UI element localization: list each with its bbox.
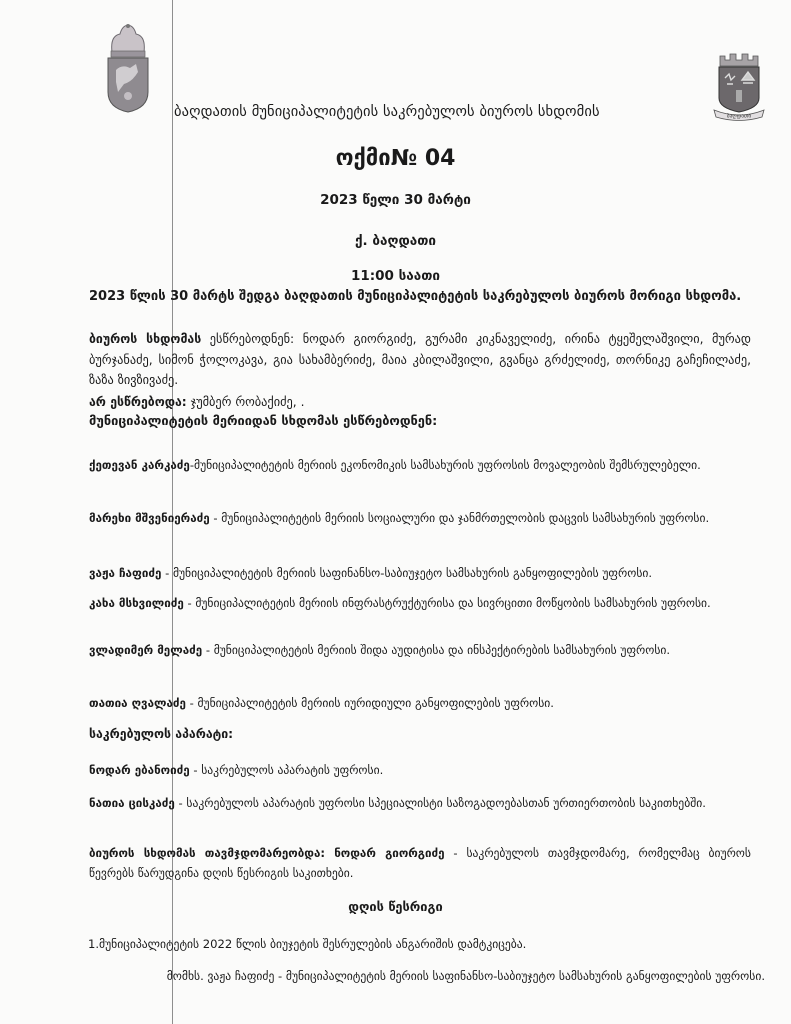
member-name: ნათია ცისკაძე bbox=[89, 796, 175, 810]
attendee-role: - მუნიციპალიტეტის მერიის საფინანსო-საბიუჯეტო სამსახურის განყოფილების უფროსი. bbox=[161, 566, 653, 580]
attendance-paragraph bbox=[89, 329, 751, 391]
mayor-attendee bbox=[89, 563, 751, 583]
member-role: - საკრებულოს აპარატის უფროსი სპეციალისტი საზოგადოებასთან ურთიერთობის საკითხებში. bbox=[174, 796, 706, 810]
mayor-attendee bbox=[89, 455, 751, 475]
attendance-label: ბიუროს სხდომას bbox=[89, 332, 202, 346]
protocol-title: ოქმი№ 04 bbox=[335, 146, 456, 171]
chair-text: - საკრებულოს თავმჯდომარე, რომელმაც ბიუროს წევრებს წარუდგინა დღის წესრიგის საკითხები. bbox=[89, 846, 751, 880]
agenda-heading: დღის წესრიგი bbox=[348, 900, 443, 915]
attendee-name: კახა მსხვილიძე bbox=[89, 596, 184, 610]
attendee-role: - მუნიციპალიტეტის მერიის იურიდიული განყოფილების უფროსი. bbox=[185, 696, 554, 710]
member-name: ნოდარ ებანოიძე bbox=[89, 763, 190, 777]
mayor-attendee bbox=[89, 508, 751, 528]
attendee-name: ქეთევან კარკაძე bbox=[89, 458, 190, 472]
chair-label: ბიუროს სხდომას თავმჯდომარეობდა: ნოდარ გიორგიძე bbox=[89, 846, 445, 860]
apparatus-member bbox=[89, 760, 751, 780]
mayor-attendee bbox=[89, 693, 751, 713]
absent-paragraph bbox=[89, 392, 751, 412]
absent-list: ჯუმბერ რობაქიძე, . bbox=[186, 395, 305, 409]
agenda-item-reporter: მომხს. ვაჟა ჩაფიძე - მუნიციპალიტეტის მერიის საფინანსო-საბიუჯეტო სამსახურის განყოფილების უფროსი. bbox=[166, 969, 765, 983]
attendee-name: მარეხი მშვენიერაძე bbox=[89, 511, 210, 525]
mayor-attendees-heading: მუნიციპალიტეტის მერიიდან სხდომას ესწრებოდნენ: bbox=[89, 414, 438, 429]
mayor-attendee bbox=[89, 593, 751, 613]
mayor-attendee bbox=[89, 640, 751, 660]
attendance-list: ესწრებოდნენ: ნოდარ გიორგიძე, გურამი კიკნაველიძე, ირინა ტყეშელაშვილი, მურად ბურჯანაძე, სიმონ ჭოლოკავა, გია სახამბერიძე, მაია კბილაშვილი, გვანცა გრძელიძე, თორნიკე გაჩეჩილაძე, ზაზა ზივზივაძე. bbox=[89, 332, 751, 387]
protocol-date: 2023 წელი 30 მარტი bbox=[320, 192, 471, 208]
intro-paragraph: 2023 წლის 30 მარტს შედგა ბაღდათის მუნიციპალიტეტის საკრებულოს ბიუროს მორიგი სხდომა. bbox=[89, 289, 742, 304]
protocol-time: 11:00 საათი bbox=[350, 268, 441, 284]
absent-label: არ ესწრებოდა: bbox=[89, 395, 187, 409]
apparatus-heading: საკრებულოს აპარატი: bbox=[89, 727, 234, 741]
attendee-role: - მუნიციპალიტეტის მერიის შიდა აუდიტისა და ინსპექტირების სამსახურის უფროსი. bbox=[202, 643, 671, 657]
attendee-name: ვლადიმერ მელაძე bbox=[89, 643, 203, 657]
agenda-item: 1.მუნიციპალიტეტის 2022 წლის ბიუჯეტის შესრულების ანგარიშის დამტკიცება. bbox=[88, 937, 527, 951]
baghdati-coat-of-arms-icon bbox=[712, 50, 766, 122]
member-role: - საკრებულოს აპარატის უფროსი. bbox=[189, 763, 384, 777]
apparatus-member bbox=[89, 793, 751, 813]
attendee-role: - მუნიციპალიტეტის მერიის ინფრასტრუქტურისა და სივრცითი მოწყობის სამსახურის უფროსი. bbox=[183, 596, 711, 610]
protocol-city: ქ. ბაღდათი bbox=[355, 233, 436, 249]
emblem-ribbon-text: ბაღდათი bbox=[726, 113, 752, 120]
council-header-line: ბაღდათის მუნიციპალიტეტის საკრებულოს ბიუროს სხდომის bbox=[174, 104, 600, 120]
attendee-role: - მუნიციპალიტეტის მერიის სოციალური და ჯანმრთელობის დაცვის სამსახურის უფროსი. bbox=[209, 511, 710, 525]
georgia-coat-of-arms-icon bbox=[102, 22, 154, 114]
chair-paragraph bbox=[89, 843, 751, 883]
attendee-role: -მუნიციპალიტეტის მერიის ეკონომიკის სამსახურის უფროსის მოვალეობის შემსრულებელი. bbox=[189, 458, 701, 472]
attendee-name: თათია ღვალაძე bbox=[89, 696, 186, 710]
attendee-name: ვაჟა ჩაფიძე bbox=[89, 566, 162, 580]
